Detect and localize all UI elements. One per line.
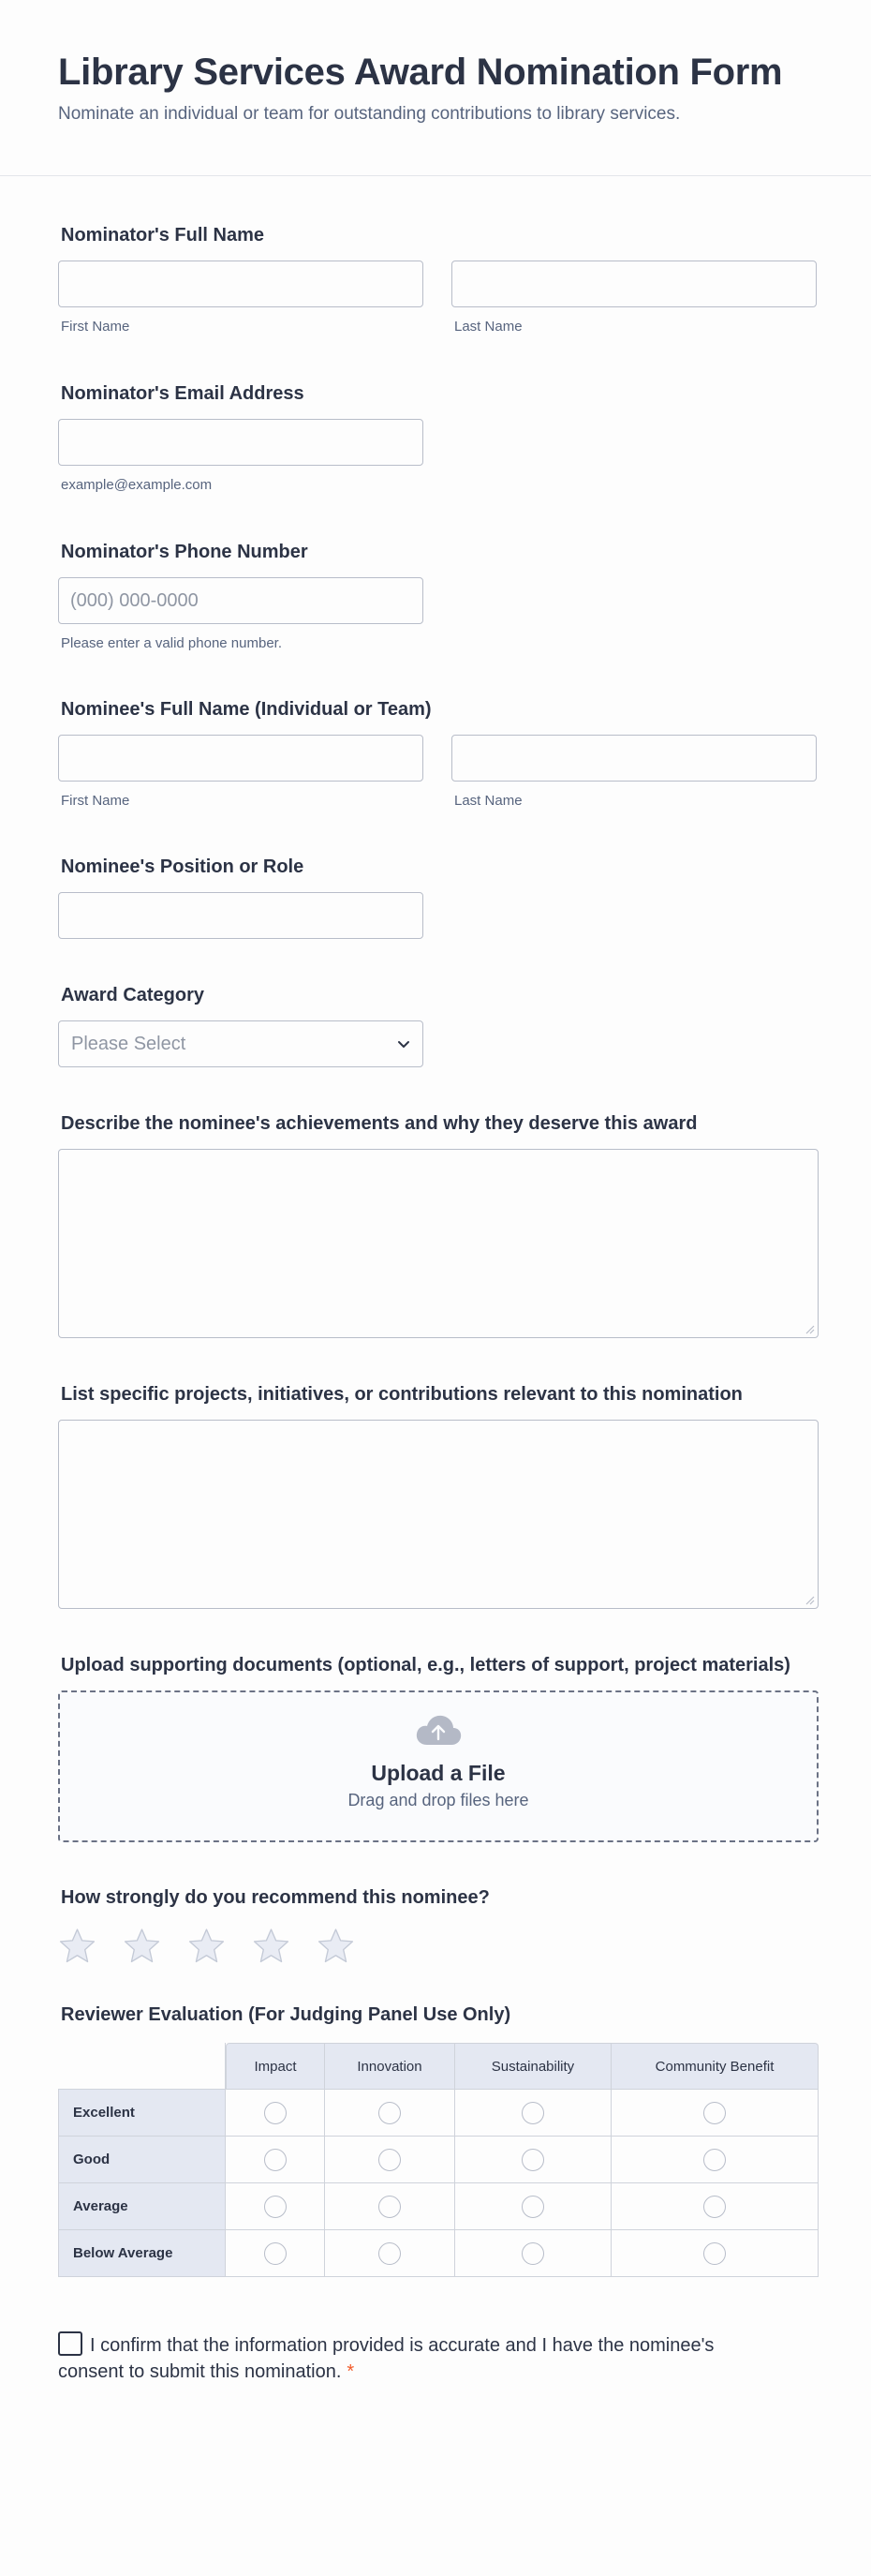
nominator-email-sublabel: example@example.com bbox=[61, 477, 213, 493]
star-icon[interactable] bbox=[123, 1927, 161, 1965]
nominator-email-label: Nominator's Email Address bbox=[61, 383, 304, 404]
achievements-textarea[interactable] bbox=[58, 1149, 819, 1338]
award-category-select[interactable] bbox=[58, 1020, 423, 1067]
matrix-row-header: Good bbox=[58, 2137, 226, 2183]
award-category-label: Award Category bbox=[61, 985, 205, 1005]
nominee-first-name-input[interactable] bbox=[58, 735, 423, 782]
matrix-header-row bbox=[58, 2043, 819, 2090]
upload-title: Upload a File bbox=[371, 1761, 506, 1785]
form-title: Library Services Award Nomination Form bbox=[58, 52, 783, 93]
matrix-radio[interactable] bbox=[522, 2196, 544, 2218]
nominee-position-label: Nominee's Position or Role bbox=[61, 856, 304, 877]
matrix-radio[interactable] bbox=[522, 2102, 544, 2124]
nominee-name-label: Nominee's Full Name (Individual or Team) bbox=[61, 699, 432, 720]
nominee-last-name-input[interactable] bbox=[451, 735, 817, 782]
award-category-field bbox=[58, 983, 423, 1067]
matrix-radio[interactable] bbox=[522, 2242, 544, 2265]
star-rating bbox=[58, 1927, 490, 1965]
award-category-selected: Please Select bbox=[71, 1034, 186, 1054]
matrix-radio[interactable] bbox=[522, 2149, 544, 2171]
matrix-row bbox=[58, 2137, 819, 2183]
nominee-last-name-sublabel: Last Name bbox=[454, 793, 523, 809]
nominator-phone-label: Nominator's Phone Number bbox=[61, 542, 308, 562]
nominator-email-field bbox=[58, 381, 423, 494]
rating-label: How strongly do you recommend this nominee? bbox=[61, 1887, 490, 1908]
nominee-position-field bbox=[58, 855, 423, 939]
form-subtitle: Nominate an individual or team for outstanding contributions to library services. bbox=[58, 104, 681, 124]
nominator-phone-sublabel: Please enter a valid phone number. bbox=[61, 635, 282, 651]
nominee-first-name-sublabel: First Name bbox=[61, 793, 130, 809]
matrix-radio[interactable] bbox=[703, 2149, 726, 2171]
nominator-last-name-sublabel: Last Name bbox=[454, 319, 523, 335]
matrix-column-header: Community Benefit bbox=[612, 2043, 819, 2090]
nominator-name-field bbox=[58, 223, 817, 335]
cloud-upload-icon bbox=[415, 1713, 462, 1747]
achievements-label: Describe the nominee's achievements and why they deserve this award bbox=[61, 1113, 698, 1134]
upload-field bbox=[58, 1653, 819, 1842]
evaluation-matrix-label: Reviewer Evaluation (For Judging Panel Use Only) bbox=[61, 2004, 511, 2025]
nominator-phone-input[interactable] bbox=[58, 577, 423, 624]
nominator-first-name-sublabel: First Name bbox=[61, 319, 130, 335]
consent-text: I confirm that the information provided is accurate and I have the nominee's consent to submit this nomination. bbox=[58, 2335, 715, 2382]
upload-dropzone[interactable] bbox=[58, 1690, 819, 1842]
form-header bbox=[0, 0, 871, 176]
matrix-radio[interactable] bbox=[264, 2242, 287, 2265]
rating-field bbox=[58, 1885, 490, 1965]
matrix-corner bbox=[58, 2043, 226, 2090]
chevron-down-icon bbox=[394, 1035, 413, 1053]
required-mark: * bbox=[347, 2361, 355, 2382]
matrix-column-header: Innovation bbox=[325, 2043, 455, 2090]
star-icon[interactable] bbox=[187, 1927, 226, 1965]
star-icon[interactable] bbox=[317, 1927, 355, 1965]
star-icon[interactable] bbox=[252, 1927, 290, 1965]
nominator-first-name-input[interactable] bbox=[58, 261, 423, 307]
nominator-last-name-input[interactable] bbox=[451, 261, 817, 307]
nominator-phone-field bbox=[58, 540, 423, 652]
nominee-name-field bbox=[58, 697, 817, 810]
matrix-radio[interactable] bbox=[264, 2196, 287, 2218]
consent-checkbox[interactable] bbox=[58, 2331, 82, 2356]
matrix-row bbox=[58, 2090, 819, 2137]
resize-grip-icon[interactable] bbox=[804, 1594, 815, 1605]
projects-textarea[interactable] bbox=[58, 1420, 819, 1609]
matrix-radio[interactable] bbox=[703, 2242, 726, 2265]
matrix-row-header: Excellent bbox=[58, 2090, 226, 2137]
matrix-radio[interactable] bbox=[378, 2102, 401, 2124]
projects-field bbox=[58, 1382, 819, 1609]
matrix-radio[interactable] bbox=[378, 2242, 401, 2265]
matrix-row bbox=[58, 2230, 819, 2277]
matrix-radio[interactable] bbox=[703, 2102, 726, 2124]
consent-field bbox=[58, 2331, 732, 2385]
matrix-row bbox=[58, 2183, 819, 2230]
upload-label: Upload supporting documents (optional, e.g., letters of support, project materials) bbox=[61, 1655, 790, 1675]
matrix-column-header: Impact bbox=[226, 2043, 325, 2090]
star-icon[interactable] bbox=[58, 1927, 96, 1965]
upload-subtitle: Drag and drop files here bbox=[347, 1791, 529, 1809]
matrix-row-header: Below Average bbox=[58, 2230, 226, 2277]
matrix-radio[interactable] bbox=[378, 2149, 401, 2171]
matrix-column-header: Sustainability bbox=[455, 2043, 612, 2090]
achievements-field bbox=[58, 1111, 819, 1338]
resize-grip-icon[interactable] bbox=[804, 1323, 815, 1334]
matrix-radio[interactable] bbox=[264, 2102, 287, 2124]
matrix-row-header: Average bbox=[58, 2183, 226, 2230]
matrix-radio[interactable] bbox=[703, 2196, 726, 2218]
evaluation-matrix bbox=[58, 2043, 819, 2277]
nominee-position-input[interactable] bbox=[58, 892, 423, 939]
nominator-email-input[interactable] bbox=[58, 419, 423, 466]
nominator-name-label: Nominator's Full Name bbox=[61, 225, 265, 246]
matrix-radio[interactable] bbox=[264, 2149, 287, 2171]
evaluation-matrix-field bbox=[58, 2003, 819, 2277]
projects-label: List specific projects, initiatives, or contributions relevant to this nomination bbox=[61, 1384, 743, 1405]
matrix-radio[interactable] bbox=[378, 2196, 401, 2218]
